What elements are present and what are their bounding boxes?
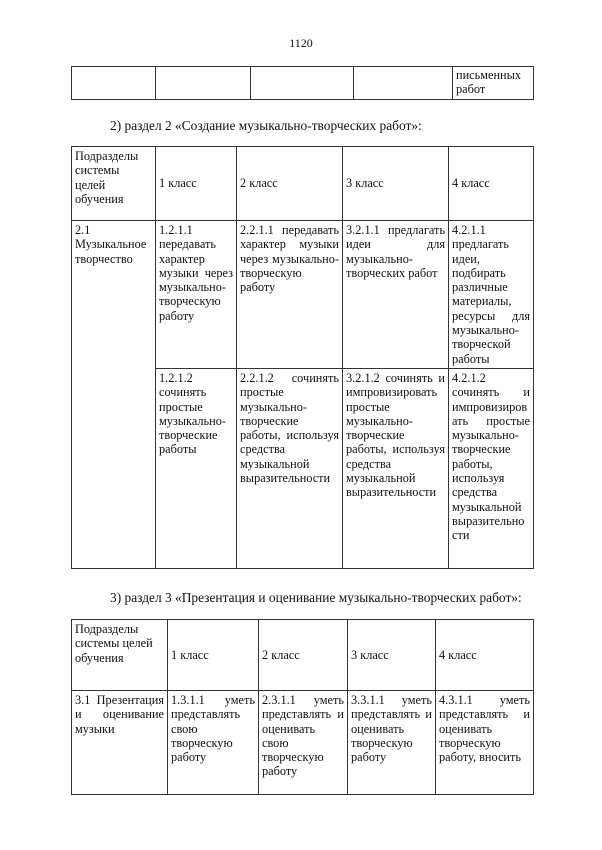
header-cell: Подразделы системы целей обучения bbox=[72, 147, 156, 221]
header-cell: 1 класс bbox=[156, 147, 237, 221]
table-cell: 1.2.1.1 передавать характер музыки через музыкально-творческую работу bbox=[156, 221, 237, 369]
header-cell: 3 класс bbox=[343, 147, 449, 221]
subsection-cell: 3.1 Презентация и оценивание музыки bbox=[72, 691, 168, 795]
page-number: 1120 bbox=[289, 36, 313, 50]
table-cell: 1.2.1.2 сочинять простые музыкально-творческие работы bbox=[156, 369, 237, 569]
table-cell bbox=[354, 67, 453, 100]
table-cell: 4.2.1.1 предлагать идеи, подбирать различные материалы, ресурсы для музыкально-творческой работы bbox=[449, 221, 534, 369]
header-cell: 1 класс bbox=[168, 620, 259, 691]
section-2-heading: 2) раздел 2 «Создание музыкально-творческих работ»: bbox=[110, 118, 422, 133]
table-cell: 4.3.1.1 уметь представлять и оценивать творческую работу, вносить bbox=[436, 691, 534, 795]
table-cell: письменных работ bbox=[453, 67, 534, 100]
table-cell: 2.3.1.1 уметь представлять и оценивать свою творческую работу bbox=[259, 691, 348, 795]
section-3-table bbox=[71, 619, 534, 795]
table-cell bbox=[72, 67, 156, 100]
section-3-heading: 3) раздел 3 «Презентация и оценивание музыкально-творческих работ»: bbox=[110, 590, 522, 605]
continued-table bbox=[71, 66, 534, 100]
table-cell: 2.2.1.2 сочинять простые музыкально-творческие работы, используя средства музыкальной выразительности bbox=[237, 369, 343, 569]
table-cell: 3.2.1.1 предлагать идеи для музыкально-творческих работ bbox=[343, 221, 449, 369]
table-row bbox=[72, 221, 534, 369]
table-row bbox=[72, 691, 534, 795]
header-cell: 3 класс bbox=[348, 620, 436, 691]
header-row bbox=[72, 620, 534, 691]
table-cell: 2.2.1.1 передавать характер музыки через музыкально-творческую работу bbox=[237, 221, 343, 369]
header-cell: 2 класс bbox=[237, 147, 343, 221]
table-cell: 4.2.1.2 сочинять и импровизировать простые музыкально-творческие работы, используя средства музыкальной выразительности bbox=[449, 369, 534, 569]
table-cell: 1.3.1.1 уметь представлять свою творческую работу bbox=[168, 691, 259, 795]
header-cell: 4 класс bbox=[449, 147, 534, 221]
header-cell: 2 класс bbox=[259, 620, 348, 691]
table-cell bbox=[156, 67, 251, 100]
subsection-cell: 2.1 Музыкальное творчество bbox=[72, 221, 156, 569]
table-row bbox=[72, 67, 534, 100]
table-cell bbox=[251, 67, 354, 100]
header-row bbox=[72, 147, 534, 221]
header-cell: Подразделы системы целей обучения bbox=[72, 620, 168, 691]
table-cell: 3.2.1.2 сочинять и импровизировать простые музыкально-творческие работы, используя средства музыкальной выразительности bbox=[343, 369, 449, 569]
table-cell: 3.3.1.1 уметь представлять и оценивать творческую работу bbox=[348, 691, 436, 795]
section-2-table bbox=[71, 146, 534, 569]
header-cell: 4 класс bbox=[436, 620, 534, 691]
